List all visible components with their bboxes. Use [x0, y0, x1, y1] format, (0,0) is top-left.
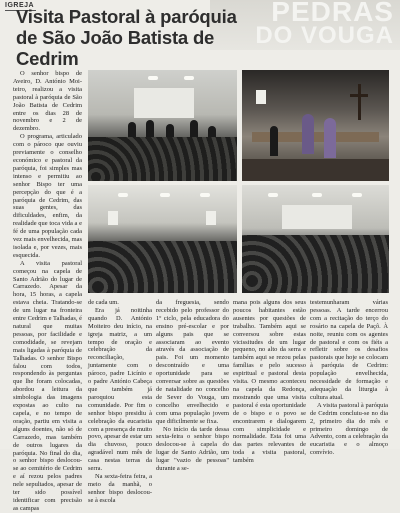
paragraph: O senhor bispo de Aveiro, D. António Moi-teiro, realizou a visita pastoral à paróquia de São João Batista de Cedrim entre os dias 28 de novembro e 2 de dezembro. — [13, 70, 82, 133]
paragraph: A visita pastoral começou na capela de Santo Adrião do lugar de Carrazedo. Apesar da hora, 15 horas, a capela estava cheia. Tratando-se de um lugar na fronteira entre Cedrim e Talhadas, é natural que muitas pessoas, por facilidade e comodidade, se revejam mais ligadas à paróquia de Talhadas. O senhor Bispo falou com todos, respondendo às perguntas que lhe foram colocadas, abordou a leitura da simbologia das imagens expostas ao culto na capela, e no tempo de oração, partiu em visita a alguns doentes, não só de Carrazedo, mas também de outros lugares da paróquia. No final do dia, o senhor bispo deslocou-se ao cemitério de Cedrim e aí rezou pelos padres nele sepultados, apesar de ter sido possível identificar com precisão as campas — [13, 259, 82, 512]
photo-bishop-at-altar — [242, 70, 389, 181]
paragraph: Na sexta-feira feira, a meio da manhã, o senhor bispo deslocou-se à escola — [88, 472, 152, 504]
section-label: IGREJA — [5, 2, 35, 9]
article-column-4 — [233, 299, 306, 465]
article-headline: Visita Pastoral à paróquia de São João Batista de Cedrim — [16, 6, 237, 69]
paragraph: Era já noitinha quando D. António Moiteiro deu início, na igreja matriz, a um tempo de oração e celebração da reconciliação, juntamente com o pároco, padre Licínio e o padre António Cabeça que também já paroquiou esta comunidade. Por fim o senhor bispo presidiu à celebração da eucaristia com a presença de muito povo, apesar de estar um dia chuvoso, pouco agradável num mês de casa nestas terras da serra. — [88, 306, 152, 473]
paragraph: No início da tarde dessa sexta-feira o senhor bispo deslocou-se à capela do lugar de Santo Adrião, um lugar "vazio de pessoas" durante a se- — [156, 425, 229, 473]
paragraph: de cada um. — [88, 299, 119, 306]
paragraph: testemunharam várias pessoas. A tarde encerrou com a recitação do terço do rosário na capela de Paçô. À noite, reuniu com os agentes de pastoral e com os fiéis a refletir sobre os desafios pastorais que hoje se colocam à paróquia de Cedrim: população envelhecida, necessidade de formação e adequação da liturgia à cultura atual. — [310, 299, 388, 401]
ghost-ad-line-2: DO VOUGA — [255, 22, 394, 49]
paragraph: O programa, articulado com o pároco que ouviu previamente o conselho económico e pastoral da paróquia, foi simples mas intenso e permitiu ao senhor Bispo ter uma percepção do que é a paróquia de Cedrim, das suas gentes, das dificuldades, enfim, da realidade que toca vida a e fé de uma população cada vez mais envelhecida, mas isolada e, por vezes, mais esquecida. — [13, 133, 82, 259]
photo-parishioners-seated — [242, 185, 389, 293]
article-column-2 — [88, 299, 152, 504]
article-column-3 — [156, 299, 229, 473]
paragraph: A visita pastoral à paróquia de Cedrim concluiu-se no dia 2, primeiro dia do mês e primeiro domingo de Advento, com a celebração da eucaristia e o almoço convívio. — [310, 401, 388, 457]
photo-congregation-church — [88, 185, 237, 293]
ghost-ad-line-1: PEDRAS — [271, 0, 394, 27]
photo-procession-entrance — [88, 70, 237, 181]
article-column-5 — [310, 299, 388, 457]
article-column-1 — [13, 70, 82, 512]
paragraph: da freguesia, sendo recebido pelo professor do 1º ciclo, pela educadora do ensino pré-escolar e por alguns pais que se associaram ao evento através da associação de pais. Foi um momento descontraído e uma oportunidade para se conversar sobre as questões de natalidade no concelho de Sever do Vouga, um concelho envelhecido e com uma população jovem que dificilmente se fixa. — [156, 299, 229, 425]
paragraph: mana pois alguns dos seus poucos habitantes estão ausentes por questões de trabalho. Também aqui se conversou sobre estas vicissitudes de um lugar pequeno, no alto da serra e também aqui se rezou pelas famílias e pelo sucesso espiritual e pastoral desta visita. O mesmo aconteceu na capela da Redonça, mostrando que uma visita pastoral é esta oportunidade de o bispo e o povo se encontrarem e dialogarem com simplicidade e normalidade. Esta foi uma das partes relevantes de toda a visita pastoral, também — [233, 299, 306, 465]
